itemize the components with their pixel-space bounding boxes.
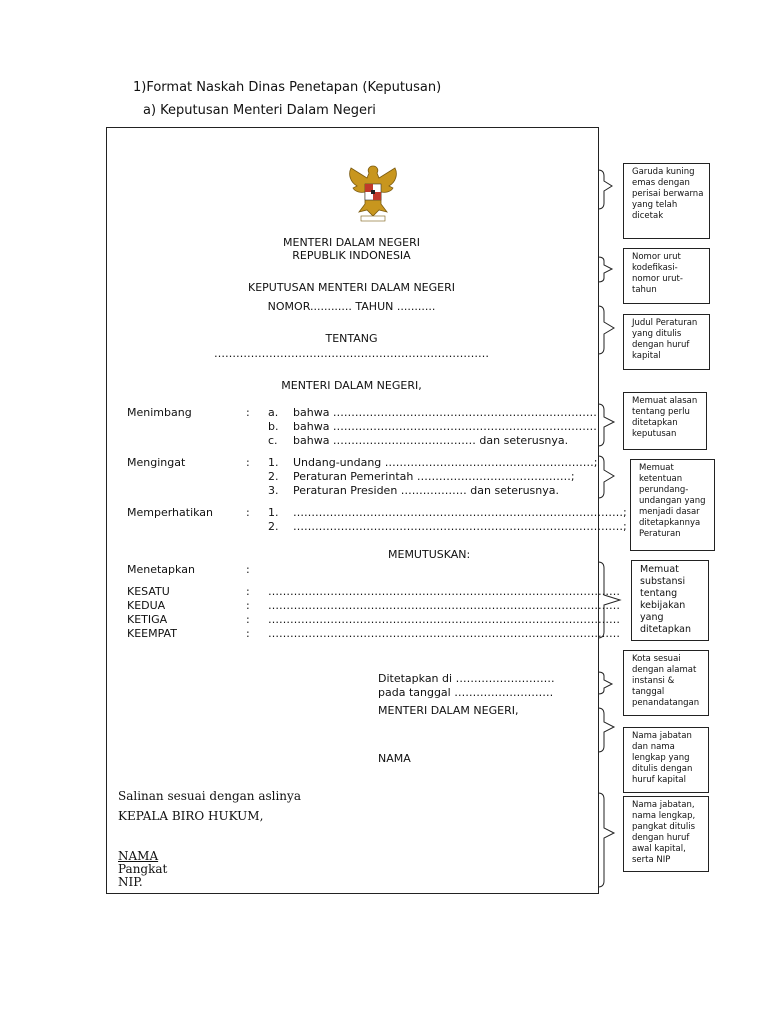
copy-statement: Salinan sesuai dengan aslinya [118,789,301,803]
colon: : [246,563,250,576]
colon: : [246,613,250,626]
dictum-text: …………………………………………………………………………………… [268,599,620,612]
annotation-note: Nama jabatan dan nama lengkap yang ditulis dengan huruf kapital [623,727,709,793]
tentang-label: TENTANG [325,332,378,345]
annotation-note: Nomor urut kodefikasi-nomor urut-tahun [623,248,710,304]
annotation-note: Memuat ketentuan perundang-undangan yang menjadi dasar ditetapkannya Peraturan [630,459,715,551]
list-mark: 1. [268,456,279,469]
section-heading: 1)Format Naskah Dinas Penetapan (Keputusan) [133,80,442,95]
signer-title: MENTERI DALAM NEGERI, [378,704,519,717]
dictum-label: KETIGA [127,613,168,626]
colon: : [246,456,250,469]
colon: : [246,627,250,640]
list-mark: 1. [268,506,279,519]
list-item: Peraturan Pemerintah ……………………………………; [293,470,575,483]
minister-header: MENTERI DALAM NEGERI [283,236,420,249]
list-item: ………………………………………………………………………………; [293,520,627,533]
list-mark: b. [268,420,279,433]
list-mark: c. [268,434,278,447]
dictum-text: …………………………………………………………………………………… [268,585,620,598]
decree-title: KEPUTUSAN MENTERI DALAM NEGERI [247,281,455,294]
dictum-label: KEEMPAT [127,627,177,640]
annotation-note: Garuda kuning emas dengan perisai berwarna yang telah dicetak [623,163,710,239]
dictum-text: …………………………………………………………………………………… [268,613,620,626]
country-header: REPUBLIK INDONESIA [292,249,411,262]
annotation-note: Kota sesuai dengan alamat instansi & tanggal penandatangan [623,650,709,716]
colon: : [246,406,250,419]
bureau-head-nip: NIP. [118,875,143,889]
annotation-note: Judul Peraturan yang ditulis dengan huruf kapital [623,314,710,370]
opening-line: MENTERI DALAM NEGERI, [281,379,422,392]
list-mark: 2. [268,520,279,533]
bureau-head-rank: Pangkat [118,862,168,876]
list-mark: a. [268,406,279,419]
list-item: Peraturan Presiden ……………… dan seterusnya. [293,484,559,497]
dictum-text: …………………………………………………………………………………… [268,627,620,640]
dictum-label: KEDUA [127,599,166,612]
menetapkan-label: Menetapkan [127,563,195,576]
list-item: ………………………………………………………………………………; [293,506,627,519]
annotation-note: Memuat substansi tentang kebijakan yang ditetapkan [631,560,709,641]
colon: : [246,585,250,598]
tentang-dots: ………………………………………………………………… [214,347,489,360]
memperhatikan-label: Memperhatikan [127,506,214,519]
list-mark: 2. [268,470,279,483]
mengingat-label: Mengingat [127,456,186,469]
decree-number: NOMOR............ TAHUN ........... [267,300,436,313]
colon: : [246,599,250,612]
place-line: Ditetapkan di ……………………… [378,672,555,685]
dictum-label: KESATU [127,585,170,598]
list-item: Undang-undang …………………………………………………; [293,456,598,469]
date-line: pada tanggal ……………………… [378,686,554,699]
signer-name: NAMA [378,752,411,765]
bureau-head-title: KEPALA BIRO HUKUM, [118,809,264,823]
annotation-note: Nama jabatan, nama lengkap, pangkat ditulis dengan huruf awal kapital, serta NIP [623,796,709,872]
menimbang-label: Menimbang [127,406,192,419]
list-item: bahwa ……………………………………………………………… [293,420,597,433]
subsection-heading: a) Keputusan Menteri Dalam Negeri [143,103,376,118]
memutuskan-heading: MEMUTUSKAN: [388,548,471,561]
list-item: bahwa ……………………………………………………………… [293,406,597,419]
list-mark: 3. [268,484,279,497]
bureau-head-name: NAMA [118,849,159,863]
colon: : [246,506,250,519]
annotation-note: Memuat alasan tentang perlu ditetapkan keputusan [623,392,707,450]
list-item: bahwa ………………………………… dan seterusnya. [293,434,569,447]
